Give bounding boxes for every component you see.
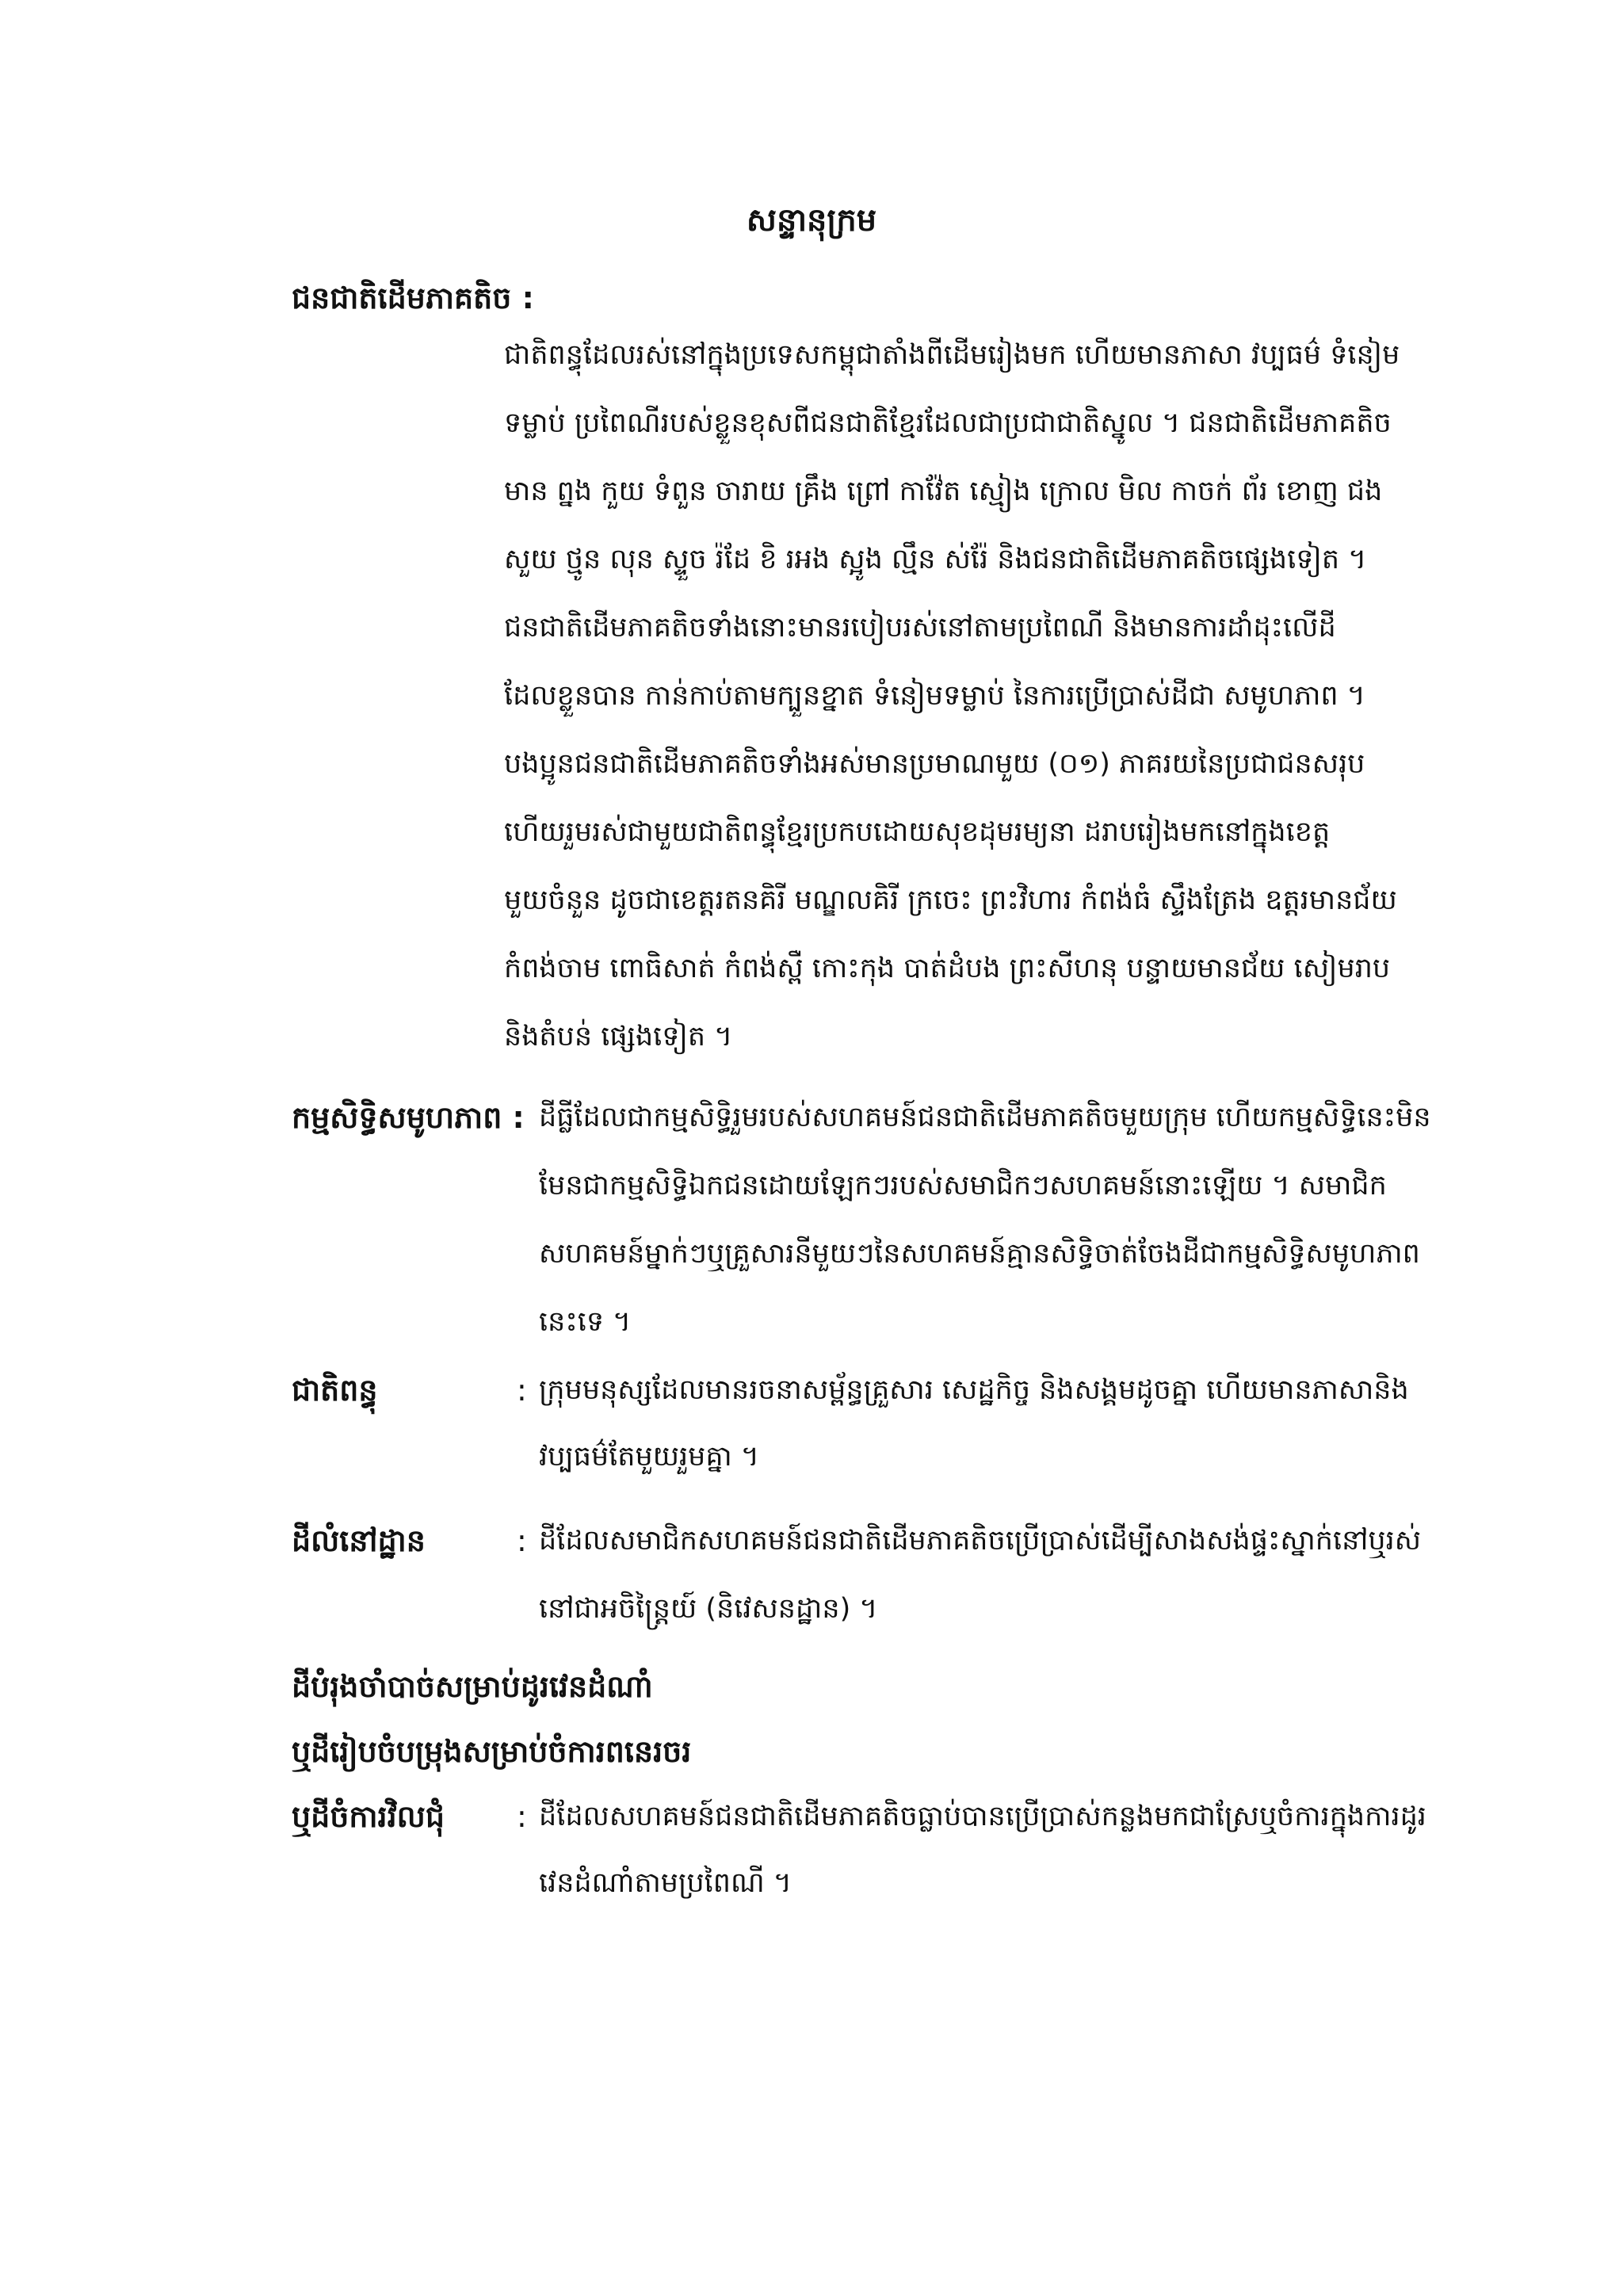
term-colon: : xyxy=(517,1799,527,1834)
term-reserve-land-alt: ឬដីរៀបចំបម្រុងសម្រាប់ចំការពនេរចរ xyxy=(292,1734,692,1769)
definition-line: មាន ព្នង កួយ ទំពួន ចារាយ គ្រឹង ព្រៅ កាវ៉ែត ស្មៀង ក្រោល មិល កាចក់ ព័រ ខោញ ជង xyxy=(504,476,1383,507)
definition-line: ដីធ្លីដែលជាកម្មសិទ្ធិរួមរបស់សហគមន៍ជនជាតិដើមភាគតិចមួយក្រុម ហើយកម្មសិទ្ធិនេះមិន xyxy=(539,1102,1431,1133)
term-colon: : xyxy=(517,1373,527,1408)
definition-line: ហើយរួមរស់ជាមួយជាតិពន្ធុខ្មែរប្រកបដោយសុខដុមរម្យនា ដរាបរៀងមកនៅក្នុងខេត្ត xyxy=(504,816,1331,848)
definition-line: ទម្លាប់ ប្រពៃណីរបស់ខ្លួនខុសពីជនជាតិខ្មែរដែលជាប្រជាជាតិស្នូល ។ ជនជាតិដើមភាគតិច xyxy=(504,407,1392,439)
definition-line: កំពង់ចាម ពោធិសាត់ កំពង់ស្ពឺ កោះកុង បាត់ដំបង ព្រះសីហនុ បន្ទាយមានជ័យ សៀមរាប xyxy=(504,953,1391,984)
definition-line: នៅជាអចិន្ត្រៃយ៍ (និវេសនដ្ឋាន) ។ xyxy=(539,1593,878,1625)
definition-line: បងប្អូនជនជាតិដើមភាគតិចទាំងអស់មានប្រមាណមួយ (០១) ភាគរយនៃប្រជាជនសរុប xyxy=(504,748,1365,780)
definition-line: និងតំបន់ ផ្សេងទៀត ។ xyxy=(504,1021,733,1052)
term-residential-land: ដីលំនៅដ្ឋាន xyxy=(292,1523,426,1558)
term-indigenous: ជនជាតិដើមភាគតិច : xyxy=(292,281,534,315)
definition-line: ជាតិពន្ធុដែលរស់នៅក្នុងប្រទេសកម្ពុជាតាំងពីដើមរៀងមក ហើយមានភាសា វប្បធម៌ ទំនៀម xyxy=(504,339,1400,371)
term-collective-ownership: កម្មសិទ្ធិសមូហភាព : xyxy=(292,1100,525,1135)
term-colon: : xyxy=(517,1523,527,1558)
definition-line: ជនជាតិដើមភាគតិចទាំងនោះមានរបៀបរស់នៅតាមប្រពៃណី និងមានការដាំដុះលើដី xyxy=(504,612,1336,644)
definition-line: ដីដែលសហគមន៍ជនជាតិដើមភាគតិចធ្លាប់បានប្រើប្រាស់កន្លងមកជាស្រែឬចំការក្នុងការដូរ xyxy=(539,1801,1426,1832)
definition-line: វេនដំណាំតាមប្រពៃណី ។ xyxy=(539,1867,792,1899)
definition-line: វប្បធម៌តែមួយរួមគ្នា ។ xyxy=(539,1441,759,1473)
definition-line: ក្រុមមនុស្សដែលមានរចនាសម្ព័ន្ធគ្រួសារ សេដ្ឋកិច្ច និងសង្គមដូចគ្នា ហើយមានភាសានិង xyxy=(539,1374,1409,1406)
definition-line: សហគមន៍ម្នាក់ៗឬគ្រួសារនីមួយៗនៃសហគមន៍គ្មានសិទ្ធិចាត់ចែងដីជាកម្មសិទ្ធិសមូហភាព xyxy=(539,1238,1420,1270)
definition-line: មួយចំនួន ដូចជាខេត្តរតនគិរី មណ្ឌលគិរី ក្រចេះ ព្រះវិហារ កំពង់ធំ ស្ទឹងត្រែង ឧត្តរមានជ័យ xyxy=(504,884,1397,916)
definition-line: ដីដែលសមាជិកសហគមន៍ជនជាតិដើមភាគតិចប្រើប្រាស់ដើម្បីសាងសង់ផ្ទះស្នាក់នៅឬរស់ xyxy=(539,1525,1422,1557)
term-rotational-land: ឬដីចំការវិលជុំ xyxy=(292,1799,445,1834)
definition-line: ដែលខ្លួនបាន កាន់កាប់តាមក្បួនខ្នាត ទំនៀមទម្លាប់ នៃការប្រើប្រាស់ដីជា សមូហភាព ។ xyxy=(504,680,1365,712)
page-title: សន្ទានុក្រម xyxy=(746,202,877,239)
term-ethnicity: ជាតិពន្ធុ xyxy=(292,1373,378,1408)
definition-line: មែនជាកម្មសិទ្ធិឯកជនដោយឡែកៗរបស់សមាជិកៗសហគមន៍នោះឡើយ ។ សមាជិក xyxy=(539,1170,1387,1201)
definition-line: សួយ ថ្មូន លុន ស្ទួច រ៉ដែ ខិ រអង ស្អូង ល្មឹន ស់រ៉ែ និងជនជាតិដើមភាគតិចផ្សេងទៀត ។ xyxy=(504,544,1367,575)
term-reserve-land: ដីបំរុងចាំបាច់សម្រាប់ដូរវេនដំណាំ xyxy=(292,1669,653,1704)
definition-line: នេះទេ ។ xyxy=(539,1306,632,1338)
definition-indigenous xyxy=(504,331,1490,1081)
